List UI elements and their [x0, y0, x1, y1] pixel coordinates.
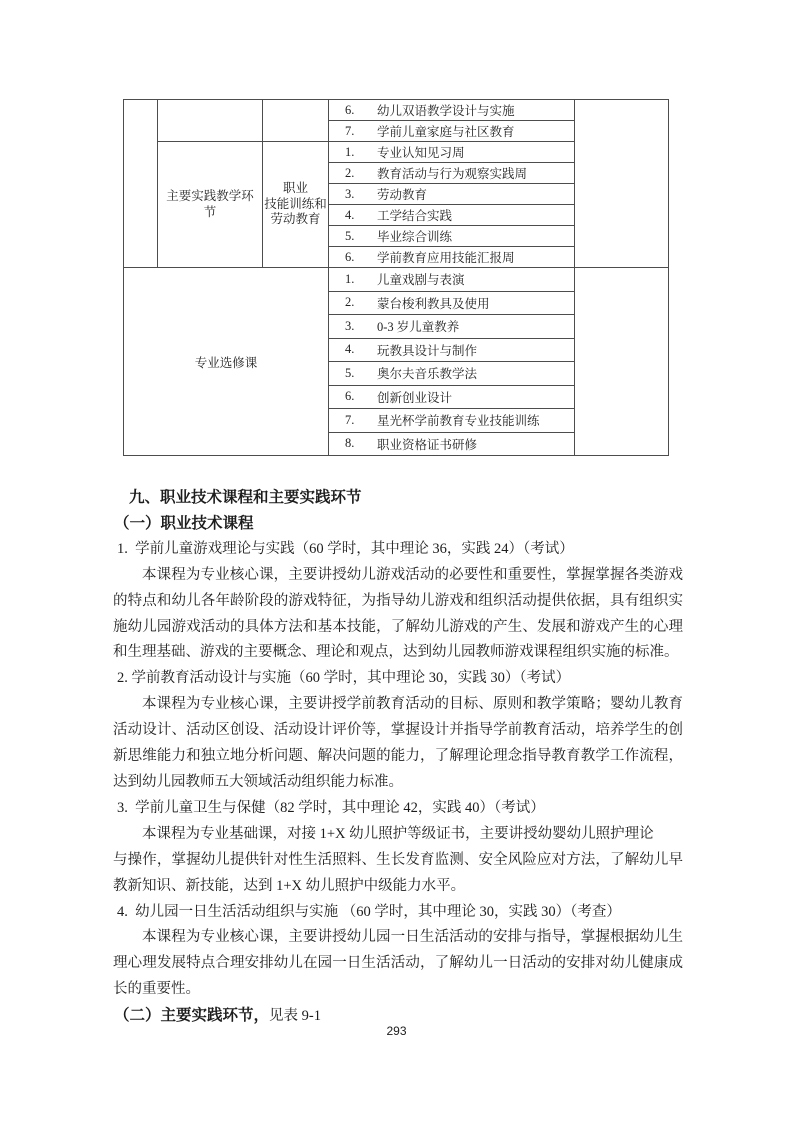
- item-label: 毕业综合训练: [377, 230, 453, 244]
- course-item-cell: [329, 315, 575, 339]
- item-number: 5.: [345, 365, 355, 380]
- course-item-cell: [329, 142, 575, 163]
- course-item-cell: [329, 432, 575, 456]
- item-number: 6.: [345, 389, 355, 404]
- item-label: 工学结合实践: [377, 209, 453, 223]
- subsection-heading-1: （一）职业技术课程: [114, 514, 254, 532]
- empty-category-cell: [158, 100, 263, 142]
- course-title-1: 1. 学前儿童游戏理论与实践（60 学时，其中理论 36，实践 24）（考试）: [117, 540, 574, 557]
- course-item-cell: [329, 291, 575, 315]
- item-number: 6.: [345, 249, 355, 264]
- practice-subcategory-cell: [263, 142, 329, 268]
- course-item-cell: [329, 247, 575, 268]
- empty-subcategory-cell: [263, 100, 329, 142]
- course-item-cell: [329, 268, 575, 292]
- table-row: [124, 100, 669, 121]
- item-number: 7.: [345, 123, 355, 138]
- item-number: 2.: [345, 165, 355, 180]
- gutter-cell: [124, 100, 158, 268]
- item-label: 劳动教育: [377, 188, 428, 202]
- item-number: 7.: [345, 412, 355, 427]
- item-label: 幼儿双语教学设计与实施: [377, 104, 515, 118]
- item-number: 2.: [345, 295, 355, 310]
- item-label: 教育活动与行为观察实践周: [377, 167, 528, 181]
- item-number: 8.: [345, 436, 355, 451]
- item-label: 玩教具设计与制作: [377, 343, 478, 358]
- subcategory-line: 技能训练和: [264, 196, 327, 211]
- item-label: 职业资格证书研修: [377, 437, 478, 452]
- course-item-cell: [329, 409, 575, 433]
- subcategory-line: 职业: [282, 181, 308, 196]
- subsection-heading-2-ref: 见表 9-1: [269, 1008, 321, 1025]
- subsection-heading-2-bold: （二）主要实践环节，: [114, 1007, 270, 1025]
- item-label: 创新创业设计: [377, 390, 453, 405]
- course-item-cell: [329, 121, 575, 142]
- curriculum-table: [123, 99, 669, 456]
- body-content: [113, 485, 683, 1030]
- course-item-cell: [329, 205, 575, 226]
- item-label: 奥尔夫音乐教学法: [377, 367, 478, 382]
- item-number: 1.: [345, 271, 355, 286]
- practice-category-cell: 主要实践教学环节: [158, 142, 263, 268]
- item-label: 儿童戏剧与表演: [377, 273, 465, 288]
- item-number: 4.: [345, 342, 355, 357]
- course-description-3-rest: 与操作，掌握幼儿提供针对性生活照料、生长发育监测、安全风险应对方法，了解幼儿早教新知识、新技能，达到 1+X 幼儿照护中级能力水平。: [113, 851, 683, 894]
- item-number: 5.: [345, 228, 355, 243]
- item-number: 3.: [345, 186, 355, 201]
- item-number: 6.: [345, 102, 355, 117]
- course-title-3: 3. 学前儿童卫生与保健（82 学时，其中理论 42，实践 40）（考试）: [117, 799, 545, 816]
- table-row: [124, 268, 669, 292]
- course-item-cell: [329, 163, 575, 184]
- course-item-cell: [329, 226, 575, 247]
- course-item-cell: [329, 362, 575, 386]
- empty-right-cell: [575, 268, 669, 456]
- item-label: 学前儿童家庭与社区教育: [377, 125, 515, 139]
- course-description-3-line1: 本课程为专业基础课，对接 1+X 幼儿照护等级证书，主要讲授幼婴幼儿照护理论: [142, 825, 654, 842]
- section-heading: 九、职业技术课程和主要实践环节: [129, 489, 362, 506]
- item-label: 蒙台梭利教具及使用: [377, 296, 490, 311]
- item-label: 学前教育应用技能汇报周: [377, 251, 515, 265]
- electives-category-cell: 专业选修课: [124, 268, 329, 456]
- course-description-2: 本课程为专业核心课，主要讲授学前教育活动的目标、原则和教学策略；婴幼儿教育活动设计、活动区创设、活动设计评价等，掌握设计并指导学前教育活动，培养学生的创新思维能力和独立地分析问题、解决问题的能力，了解理论理念指导教育教学工作流程，达到幼儿园教师五大领域活动组织能力标准。: [113, 696, 683, 790]
- course-item-cell: [329, 385, 575, 409]
- item-number: 3.: [345, 318, 355, 333]
- item-number: 1.: [345, 144, 355, 159]
- item-number: 4.: [345, 207, 355, 222]
- course-item-cell: [329, 338, 575, 362]
- item-label: 星光杯学前教育专业技能训练: [377, 414, 540, 429]
- subcategory-line: 劳动教育: [270, 212, 321, 227]
- course-item-cell: [329, 184, 575, 205]
- page-number: 293: [386, 1024, 407, 1038]
- item-label: 0-3 岁儿童教养: [377, 320, 460, 335]
- course-title-2: 2. 学前教育活动设计与实施（60 学时，其中理论 30，实践 30）（考试）: [117, 670, 571, 687]
- item-label: 专业认知见习周: [377, 146, 465, 160]
- course-description-4: 本课程为专业核心课，主要讲授幼儿园一日生活活动的安排与指导，掌握根据幼儿生理心理发展特点合理安排幼儿在园一日生活活动，了解幼儿一日活动的安排对幼儿健康成长的重要性。: [113, 929, 683, 998]
- course-title-4: 4. 幼儿园一日生活活动组织与实施 （60 学时，其中理论 30，实践 30）（考查）: [117, 903, 621, 920]
- course-item-cell: [329, 100, 575, 121]
- empty-right-cell: [575, 100, 669, 268]
- course-description-1: 本课程为专业核心课，主要讲授幼儿游戏活动的必要性和重要性，掌握掌握各类游戏的特点和幼儿各年龄阶段的游戏特征，为指导幼儿游戏和组织活动提供依据，具有组织实施幼儿园游戏活动的具体方法和基本技能，了解幼儿游戏的产生、发展和游戏产生的心理和生理基础、游戏的主要概念、理论和观点，达到幼儿园教师游戏课程组织实施的标准。: [113, 566, 683, 661]
